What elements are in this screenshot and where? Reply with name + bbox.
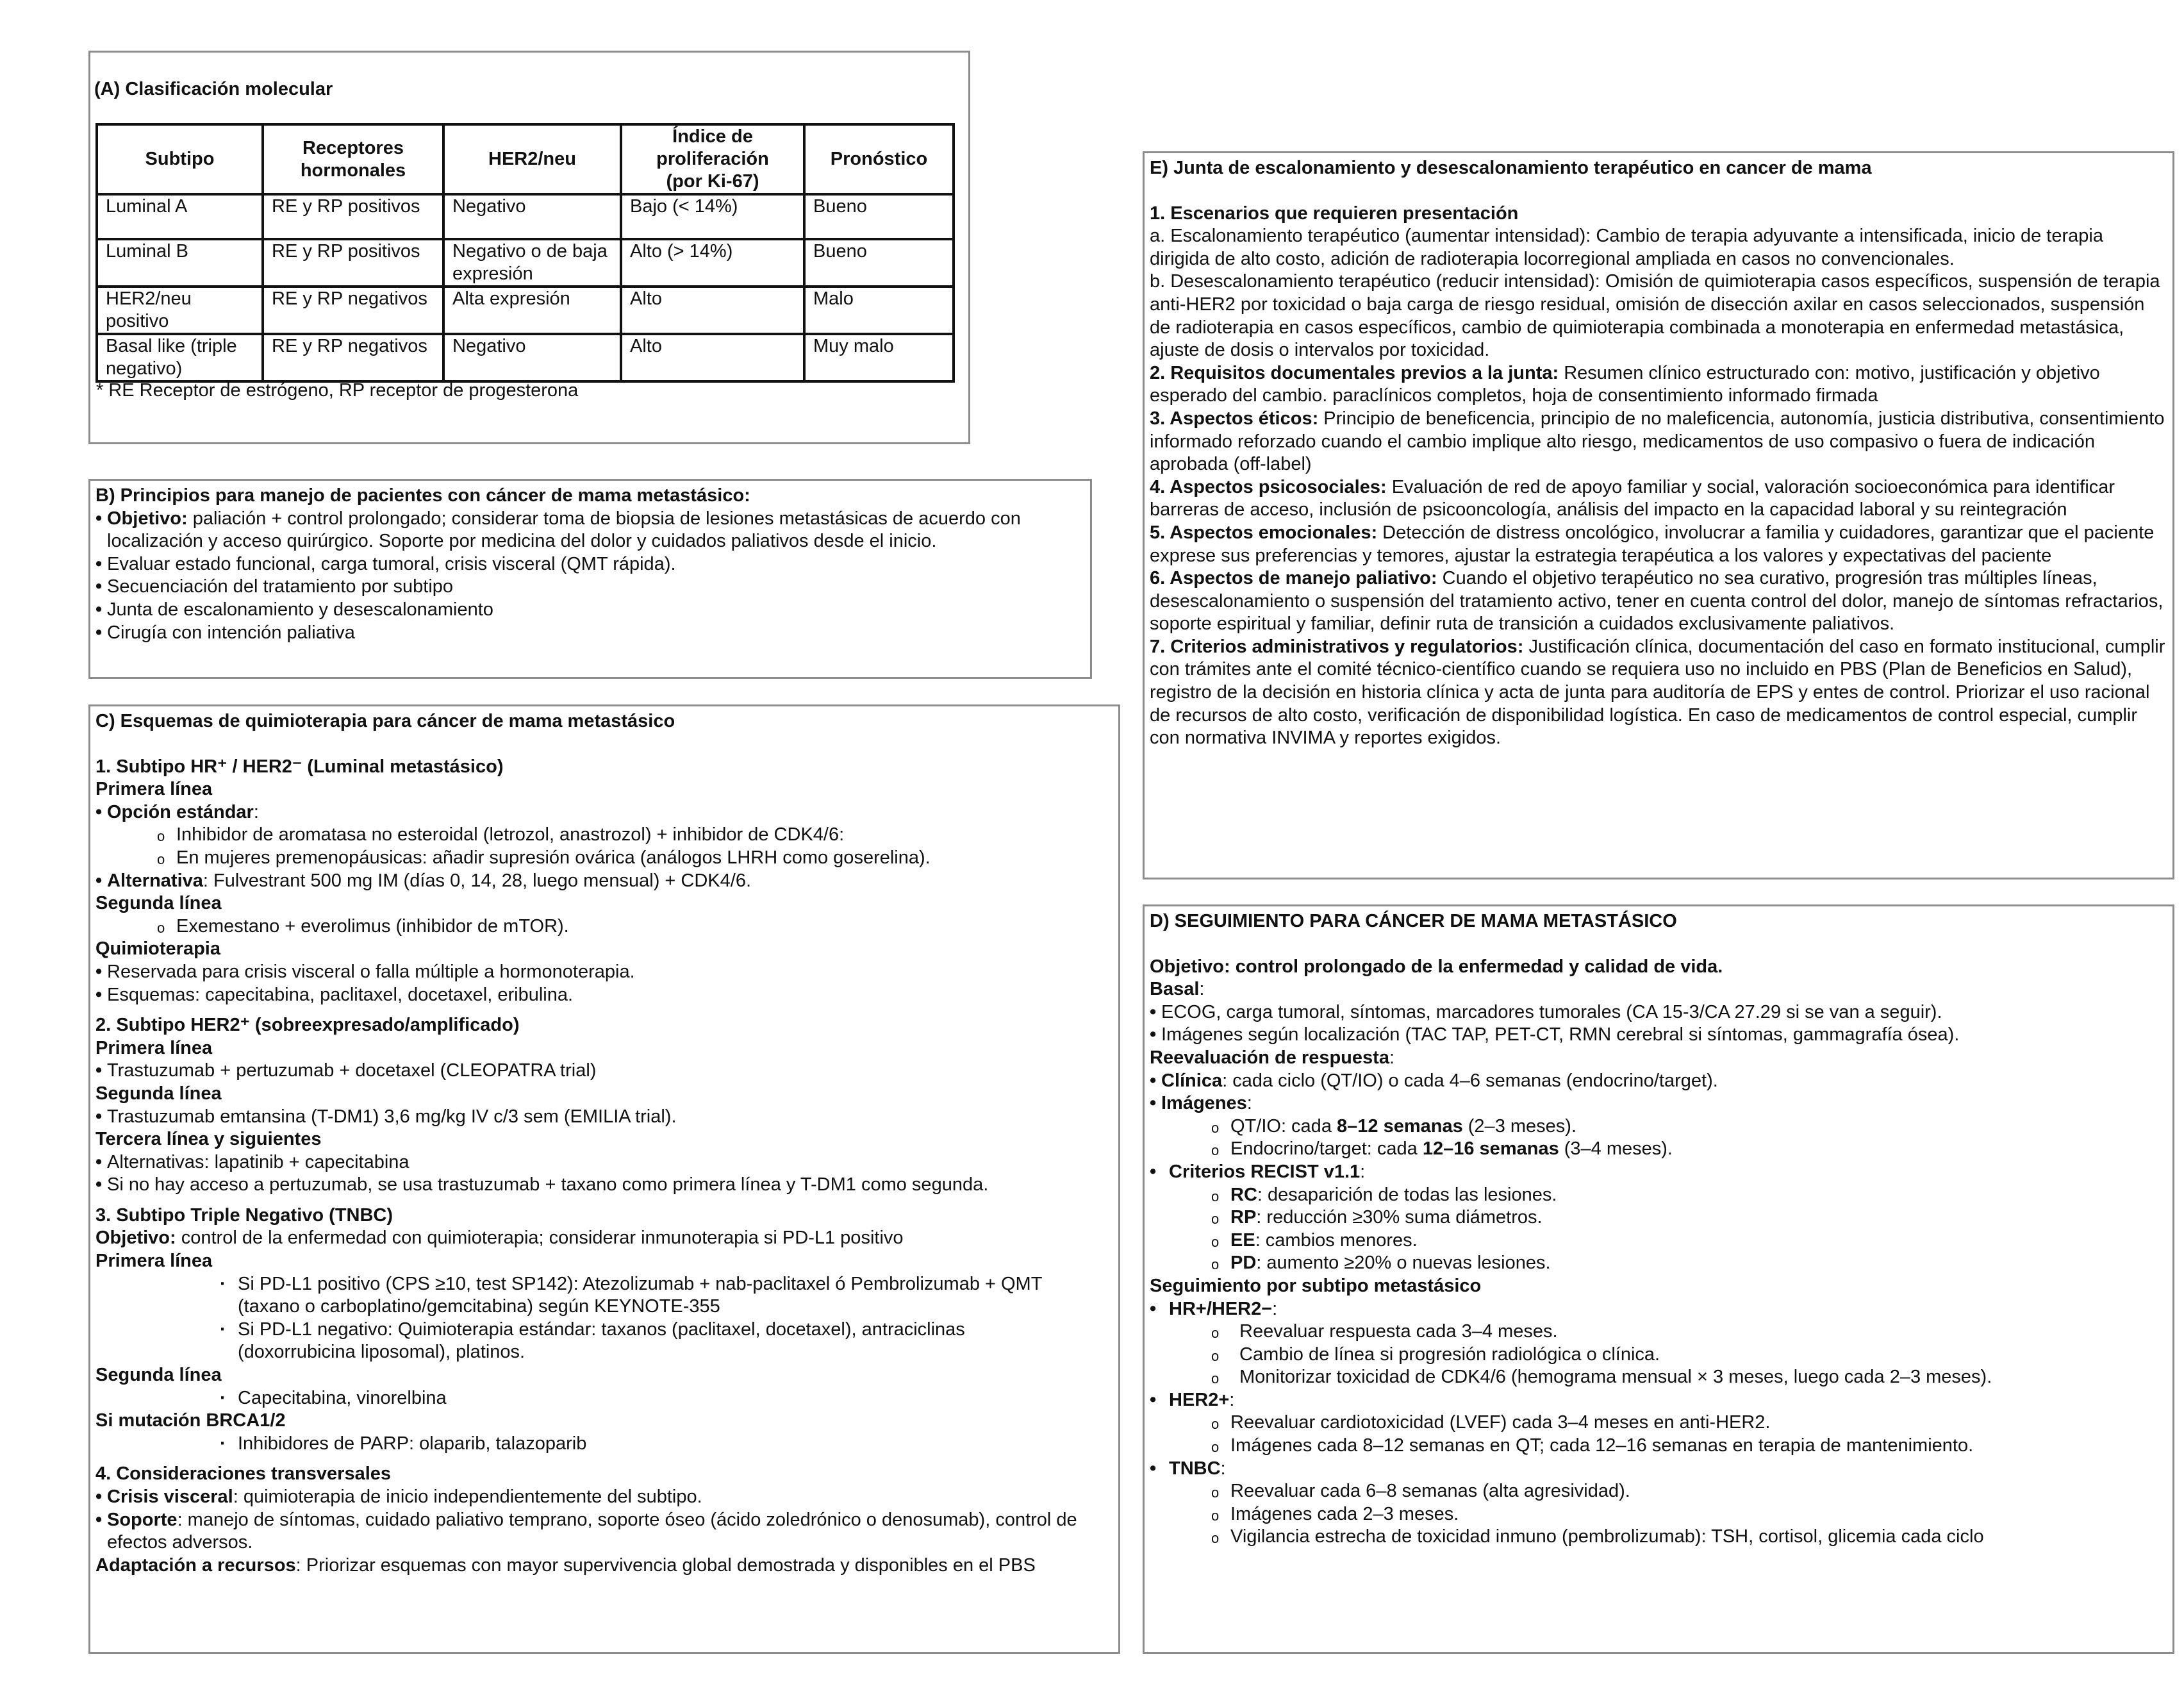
list-item: • Evaluar estado funcional, carga tumoral, crisis visceral (QMT rápida).: [95, 553, 1085, 576]
item-label: Clínica: [1161, 1070, 1223, 1091]
item-text: : quimioterapia de inicio independientemente del subtipo.: [233, 1487, 702, 1507]
item-text: : cada ciclo (QT/IO) o cada 4–6 semanas (endocrino/target).: [1222, 1070, 1718, 1091]
item-label: Imágenes: [1161, 1093, 1247, 1114]
item-label: Crisis visceral: [107, 1487, 233, 1507]
cell-subtipo: HER2/neu positivo: [97, 287, 263, 334]
cell-ki67: Alto (> 14%): [621, 239, 804, 287]
list-item: • ECOG, carga tumoral, síntomas, marcadores tumorales (CA 15-3/CA 27.29 si se van a seguir).: [1150, 1001, 2167, 1024]
cell-ki67: Bajo (< 14%): [621, 194, 804, 239]
sub-list-item: o Imágenes cada 2–3 meses.: [1150, 1503, 2167, 1526]
panel-a-title: (A) Clasificación molecular: [94, 79, 333, 99]
cell-pronostico: Bueno: [804, 239, 954, 287]
item-text: : Fulvestrant 500 mg IM (días 0, 14, 28, luego mensual) + CDK4/6.: [203, 870, 752, 891]
panel-e-title: E) Junta de escalonamiento y desescalonamiento terapéutico en cancer de mama: [1150, 158, 1872, 178]
criteria-label: 3. Aspectos éticos:: [1150, 408, 1319, 429]
list-item: • Junta de escalonamiento y desescalonamiento: [95, 599, 1085, 622]
list-item: [95, 870, 1113, 893]
list-item: • Opción estándar:: [95, 801, 1113, 824]
cell-her2: Negativo: [443, 194, 621, 239]
criteria-text: Justificación clínica, documentación del caso en formato institucional, cumplir con trámites ante el comité técnico-científico cuando se requiera uso no incluido en PBS (Plan de Beneficios en Salud), registro de la decisión en historia clínica y acta de junta para auditoría de EPS y entes de control. Priorizar el uso racional de recursos de alto costo, verificación de disponibilidad logística. En caso de medicamentos de control especial, cumplir con normativa INVIMA y reportes exigidos.: [1150, 636, 2165, 749]
sub-list-item: o Monitorizar toxicidad de CDK4/6 (hemograma mensual × 3 meses, luego cada 2–3 meses).: [1150, 1366, 2167, 1389]
follow-up-objective: Objetivo: control prolongado de la enfermedad y calidad de vida.: [1150, 956, 1723, 977]
sub-list-item: o RP: reducción ≥30% suma diámetros.: [1150, 1206, 2167, 1229]
list-item: • Esquemas: capecitabina, paclitaxel, docetaxel, eribulina.: [95, 984, 1113, 1007]
list-item: • Imágenes:: [1150, 1092, 2167, 1115]
subheading-brca: Si mutación BRCA1/2: [95, 1410, 286, 1431]
item-label: Criterios RECIST v1.1: [1169, 1161, 1361, 1182]
criteria-item: [1150, 362, 2167, 408]
sub-list-item: o EE: cambios menores.: [1150, 1229, 2167, 1253]
panel-c-chemotherapy-schemes: [88, 704, 1120, 1654]
subheading-tercera-linea: Tercera línea y siguientes: [95, 1129, 322, 1150]
col-header-her2: HER2/neu: [443, 124, 621, 194]
objective-text: control de la enfermedad con quimioterapia; considerar inmunoterapia si PD-L1 positivo: [176, 1228, 904, 1249]
sub-list-item: o Vigilancia estrecha de toxicidad inmuno (pembrolizumab): TSH, cortisol, glicemia cada ciclo: [1150, 1526, 2167, 1549]
cell-receptores: RE y RP positivos: [263, 194, 443, 239]
list-item: • Secuenciación del tratamiento por subtipo: [95, 576, 1085, 599]
list-item-her2-positive: • HER2+:: [1150, 1389, 2167, 1412]
criteria-item: [1150, 567, 2167, 636]
item-text: : manejo de síntomas, cuidado paliativo temprano, soporte óseo (ácido zoledrónico o denosumab), control de efectos adversos.: [107, 1509, 1077, 1553]
sub-list-item: o PD: aumento ≥20% o nuevas lesiones.: [1150, 1252, 2167, 1275]
criteria-label: 5. Aspectos emocionales:: [1150, 522, 1378, 543]
sub-list-item: · Si PD-L1 negativo: Quimioterapia estándar: taxanos (paclitaxel, docetaxel), antraciclinas (doxorrubicina liposomal), platinos.: [95, 1319, 1113, 1364]
sub-list-item: o En mujeres premenopáusicas: añadir supresión ovárica (análogos LHRH como goserelina).: [95, 847, 1113, 870]
cell-receptores: RE y RP negativos: [263, 287, 443, 334]
list-item: • Trastuzumab + pertuzumab + docetaxel (CLEOPATRA trial): [95, 1060, 1113, 1083]
basal-label: Basal: [1150, 979, 1200, 1000]
list-item: • Cirugía con intención paliativa: [95, 622, 1085, 645]
panel-c-title: C) Esquemas de quimioterapia para cáncer de mama metastásico: [95, 711, 675, 731]
table-header-row: [97, 124, 954, 194]
cell-pronostico: Muy malo: [804, 334, 954, 381]
sub-list-item: · Capecitabina, vinorelbina: [95, 1387, 1113, 1410]
sub-list-item: o Reevaluar cardiotoxicidad (LVEF) cada 3–4 meses en anti-HER2.: [1150, 1412, 2167, 1435]
item-text: : Priorizar esquemas con mayor supervivencia global demostrada y disponibles en el PBS: [295, 1554, 1036, 1576]
panel-b-title: B) Principios para manejo de pacientes con cáncer de mama metastásico:: [95, 485, 750, 506]
table-row: [97, 194, 954, 239]
cell-subtipo: Luminal B: [97, 239, 263, 287]
panel-b-principles: [88, 479, 1092, 679]
criteria-text: Resumen clínico estructurado con: motivo, justificación y objetivo esperado del cambio. paraclínicos completos, hoja de consentimiento informado firmada: [1150, 362, 2100, 406]
subheading-primera-linea: Primera línea: [95, 779, 213, 800]
cell-ki67: Alto: [621, 287, 804, 334]
list-item-hr-positive: • HR+/HER2−:: [1150, 1298, 2167, 1321]
subheading-segunda-linea: Segunda línea: [95, 893, 222, 914]
criteria-text: Principio de beneficencia, principio de no maleficencia, autonomía, justicia distributiva, consentimiento informado reforzado cuando el cambio implique alto riesgo, medicamentos de uso compasivo o fuera de indicación aprobada (off-label): [1150, 408, 2165, 475]
subheading-quimioterapia: Quimioterapia: [95, 938, 220, 960]
criteria-label: 6. Aspectos de manejo paliativo:: [1150, 568, 1437, 589]
item-label: Opción estándar: [107, 801, 254, 822]
criteria-item: [1150, 636, 2167, 750]
section-heading-hr-positive: 1. Subtipo HR⁺ / HER2⁻ (Luminal metastásico): [95, 756, 504, 777]
objective-label: Objetivo:: [107, 508, 188, 529]
list-item: • Criterios RECIST v1.1:: [1150, 1161, 2167, 1184]
cell-her2: Negativo: [443, 334, 621, 381]
section-heading-transversal: 4. Consideraciones transversales: [95, 1463, 392, 1485]
objective-label: Objetivo:: [95, 1228, 176, 1249]
adaptation-paragraph: [95, 1554, 1113, 1578]
cell-receptores: RE y RP negativos: [263, 334, 443, 381]
sub-list-item: · Inhibidores de PARP: olaparib, talazoparib: [95, 1433, 1113, 1456]
panel-e-escalation-board: [1143, 151, 2174, 879]
criteria-text: Detección de distress oncológico, involucrar a familia y cuidadores, garantizar que el paciente exprese sus preferencias y temores, ajustar la estrategia terapéutica a los valores y expectativas del paciente: [1150, 522, 2155, 566]
sub-list-item: o Inhibidor de aromatasa no esteroidal (letrozol, anastrozol) + inhibidor de CDK4/6:: [95, 824, 1113, 847]
col-header-ki67: Índice de proliferación (por Ki-67): [621, 124, 804, 194]
sub-list-item: o Cambio de línea si progresión radiológica o clínica.: [1150, 1344, 2167, 1367]
sub-list-item: o Endocrino/target: cada 12–16 semanas (3–4 meses).: [1150, 1138, 2167, 1161]
list-item: [95, 1509, 1113, 1554]
criteria-item: [1150, 476, 2167, 522]
subheading-primera-linea: Primera línea: [95, 1251, 213, 1272]
sub-list-item: o Reevaluar respuesta cada 3–4 meses.: [1150, 1320, 2167, 1344]
list-item: • Alternativas: lapatinib + capecitabina: [95, 1151, 1113, 1174]
table-footnote: * RE Receptor de estrógeno, RP receptor de progesterona: [96, 380, 579, 401]
cell-her2: Alta expresión: [443, 287, 621, 334]
sub-list-item: o Exemestano + everolimus (inhibidor de mTOR).: [95, 915, 1113, 938]
objective-text: paliación + control prolongado; considerar toma de biopsia de lesiones metastásicas de acuerdo con localización y acceso quirúrgico. Soporte por medicina del dolor y cuidados paliativos desde el inicio.: [107, 508, 1021, 552]
sub-list-item: o RC: desaparición de todas las lesiones.: [1150, 1184, 2167, 1207]
cell-receptores: RE y RP positivos: [263, 239, 443, 287]
item-label: Soporte: [107, 1509, 178, 1530]
item-label: Adaptación a recursos: [95, 1554, 296, 1576]
col-header-receptores: Receptores hormonales: [263, 124, 443, 194]
criteria-item: [1150, 408, 2167, 476]
reeval-label: Reevaluación de respuesta: [1150, 1047, 1389, 1068]
section-heading-her2-positive: 2. Subtipo HER2⁺ (sobreexpresado/amplificado): [95, 1015, 520, 1036]
criteria-label: 7. Criterios administrativos y regulatorios:: [1150, 636, 1524, 657]
sub-list-item: o Imágenes cada 8–12 semanas en QT; cada 12–16 semanas en terapia de mantenimiento.: [1150, 1435, 2167, 1458]
scenario-b: b. Desescalonamiento terapéutico (reducir intensidad): Omisión de quimioterapia casos específicos, suspensión de terapia anti-HER2 por toxicidad o baja carga de riesgo residual, omisión de disección axilar en casos seleccionados, suspensión de radioterapia en casos específicos, cambio de quimioterapia combinada a monoterapia en enfermedad metastásica, ajuste de dosis o intervalos por toxicidad.: [1150, 271, 2160, 361]
subheading-primera-linea: Primera línea: [95, 1037, 213, 1058]
list-item: • Si no hay acceso a pertuzumab, se usa trastuzumab + taxano como primera línea y T-DM1 como segunda.: [95, 1174, 1113, 1197]
table-row: [97, 239, 954, 287]
panel-d-follow-up: [1143, 904, 2174, 1654]
item-label: Alternativa: [107, 870, 203, 891]
basal-heading: Basal:: [1150, 979, 1205, 1000]
scenario-a: a. Escalonamiento terapéutico (aumentar intensidad): Cambio de terapia adyuvante a intensificada, inicio de terapia dirigida de alto costo, adición de radioterapia locorregional ampliada en casos no convencionales.: [1150, 226, 2103, 269]
section-heading-tnbc: 3. Subtipo Triple Negativo (TNBC): [95, 1204, 393, 1226]
list-item-tnbc: • TNBC:: [1150, 1458, 2167, 1481]
list-item: • Imágenes según localización (TAC TAP, PET-CT, RMN cerebral si síntomas, gammagrafía ósea).: [1150, 1024, 2167, 1047]
molecular-classification-table: [95, 123, 955, 383]
section-heading-scenarios: 1. Escenarios que requieren presentación: [1150, 203, 1519, 224]
list-item: • Trastuzumab emtansina (T-DM1) 3,6 mg/kg IV c/3 sem (EMILIA trial).: [95, 1106, 1113, 1129]
criteria-label: 2. Requisitos documentales previos a la junta:: [1150, 362, 1559, 383]
col-header-subtipo: Subtipo: [97, 124, 263, 194]
cell-pronostico: Malo: [804, 287, 954, 334]
table-row: [97, 334, 954, 381]
cell-pronostico: Bueno: [804, 194, 954, 239]
list-item: • Reservada para crisis visceral o falla múltiple a hormonoterapia.: [95, 961, 1113, 984]
cell-her2: Negativo o de baja expresión: [443, 239, 621, 287]
criteria-label: 4. Aspectos psicosociales:: [1150, 476, 1387, 497]
cell-subtipo: Luminal A: [97, 194, 263, 239]
subheading-segunda-linea: Segunda línea: [95, 1083, 222, 1104]
criteria-text: Cuando el objetivo terapéutico no sea curativo, progresión tras múltiples líneas, desescalonamiento o suspensión del tratamiento activo, tener en cuenta control del dolor, manejo de síntomas refractarios, soporte espiritual y familiar, definir ruta de transición a cuidados exclusivamente paliativos.: [1150, 568, 2163, 635]
criteria-item: [1150, 522, 2167, 567]
subheading-segunda-linea: Segunda línea: [95, 1365, 222, 1386]
reeval-heading: Reevaluación de respuesta:: [1150, 1047, 1395, 1068]
col-header-pronostico: Pronóstico: [804, 124, 954, 194]
cell-ki67: Alto: [621, 334, 804, 381]
tnbc-objective: [95, 1227, 1113, 1250]
list-item: [1150, 1070, 2167, 1093]
criteria-text: Evaluación de red de apoyo familiar y social, valoración socioeconómica para identificar barreras de acceso, inclusión de psicooncología, análisis del impacto en la capacidad laboral y su reintegración: [1150, 476, 2115, 521]
table-row: [97, 287, 954, 334]
cell-subtipo: Basal like (triple negativo): [97, 334, 263, 381]
list-item-objetivo: [95, 508, 1085, 553]
sub-list-item: · Si PD-L1 positivo (CPS ≥10, test SP142): Atezolizumab + nab-paclitaxel ó Pembrolizumab + QMT (taxano o carboplatino/gemcitabina) según KEYNOTE-355: [95, 1273, 1113, 1319]
subtype-follow-up-heading: Seguimiento por subtipo metastásico: [1150, 1275, 1482, 1296]
sub-list-item: o Reevaluar cada 6–8 semanas (alta agresividad).: [1150, 1480, 2167, 1503]
list-item: [95, 1486, 1113, 1509]
panel-d-title: D) SEGUIMIENTO PARA CÁNCER DE MAMA METASTÁSICO: [1150, 911, 1677, 931]
sub-list-item: o QT/IO: cada 8–12 semanas (2–3 meses).: [1150, 1115, 2167, 1138]
